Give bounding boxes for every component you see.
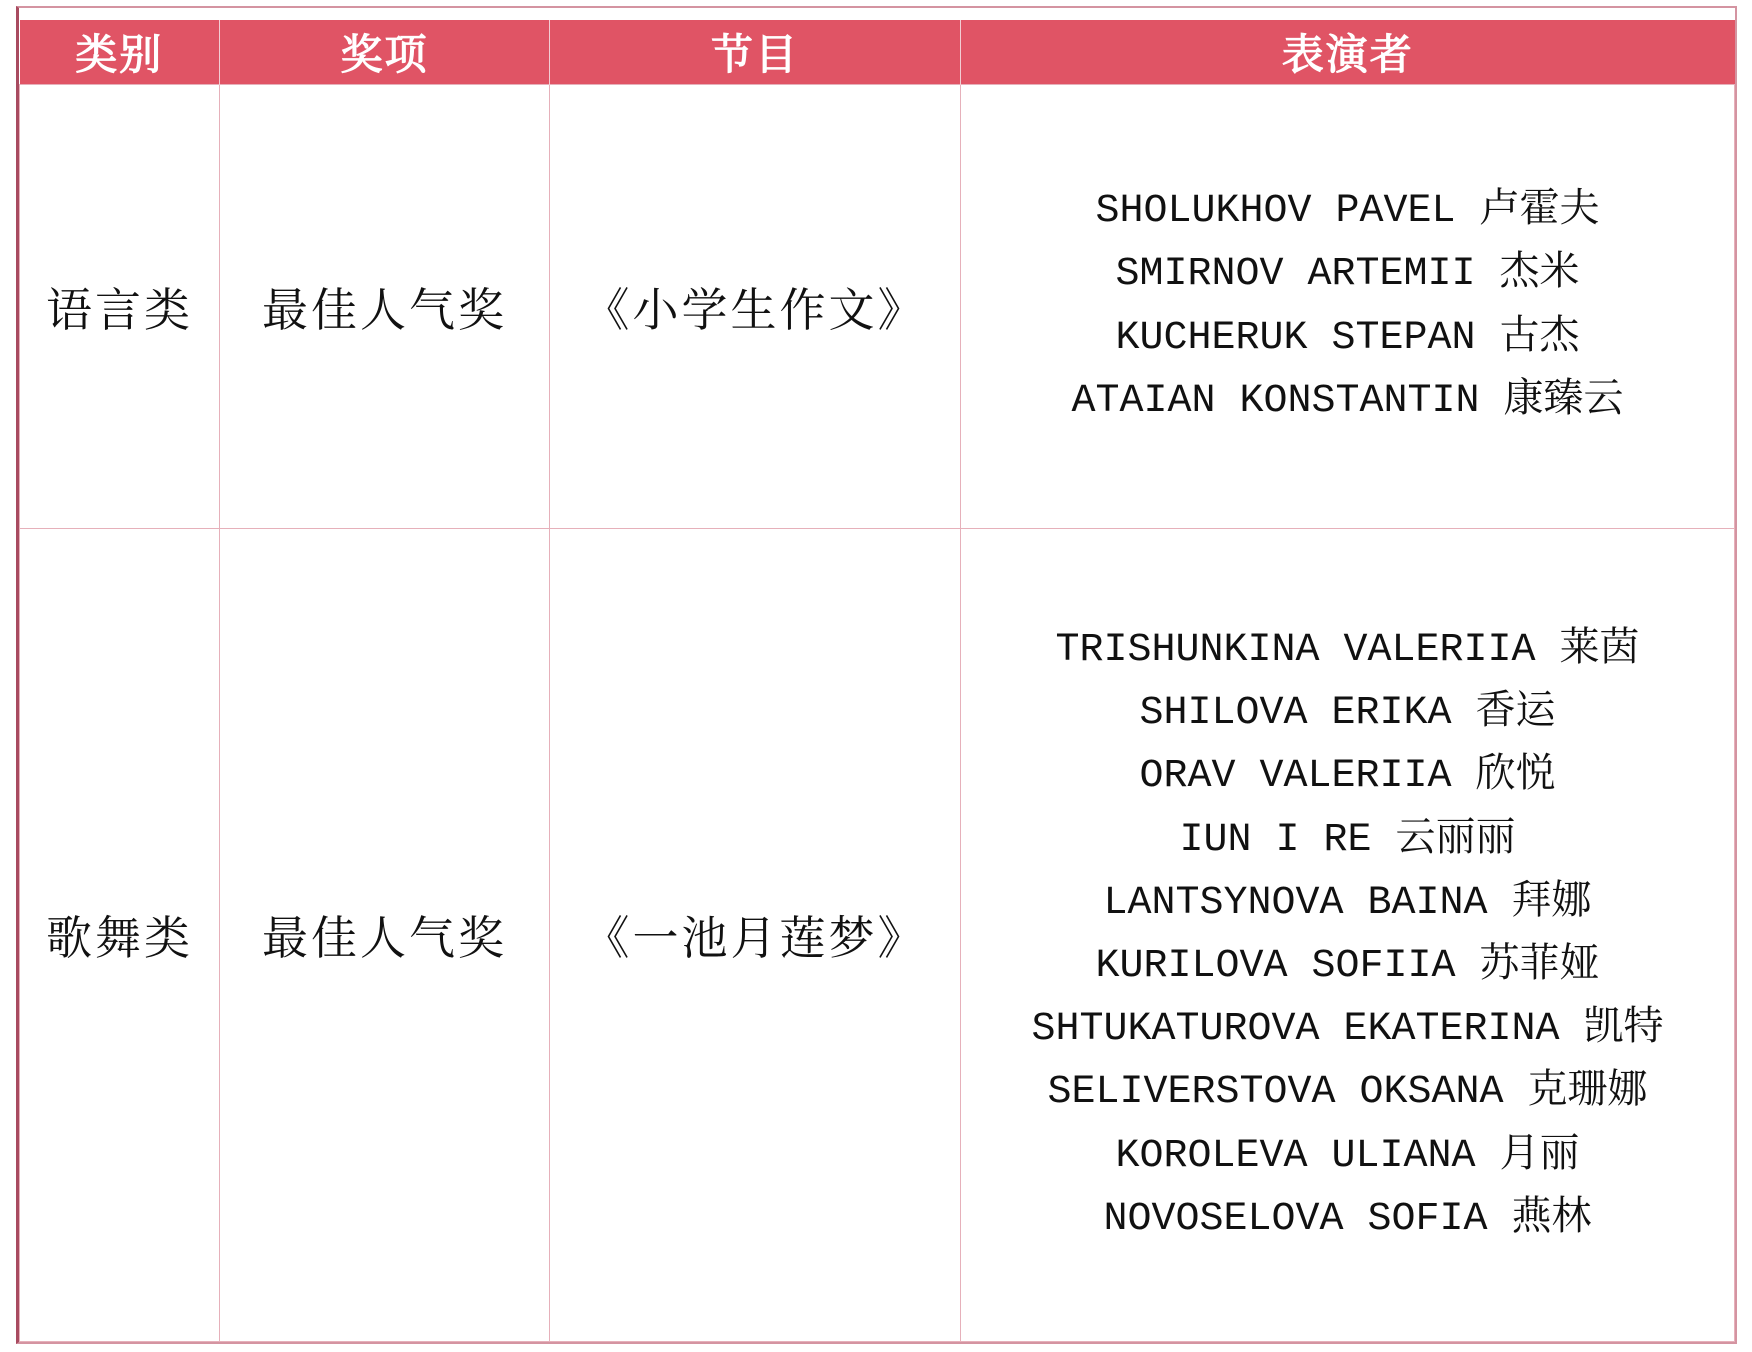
performer-line: SHILOVA ERIKA 香运 [1139, 691, 1556, 737]
performer-line: LANTSYNOVA BAINA 拜娜 [1103, 880, 1592, 926]
performers-list [971, 619, 1724, 1251]
cell-category-song-dance: 歌舞类 [20, 529, 220, 1342]
col-header-program: 节目 [550, 20, 961, 85]
table-row-language [20, 85, 1735, 529]
col-header-performers: 表演者 [961, 20, 1735, 85]
performer-line: IUN I RE 云丽丽 [1179, 817, 1516, 863]
performers-list [971, 180, 1724, 433]
cell-performers-language [961, 85, 1735, 529]
performer-line: SHOLUKHOV PAVEL 卢霍夫 [1095, 189, 1600, 235]
table-body [20, 85, 1735, 1342]
cell-program-song-dance: 《一池月莲梦》 [550, 529, 961, 1342]
performer-line: SELIVERSTOVA OKSANA 克珊娜 [1047, 1070, 1648, 1116]
performer-line: SMIRNOV ARTEMII 杰米 [1115, 252, 1580, 298]
top-spacer-row [20, 8, 1735, 20]
performer-line: ORAV VALERIIA 欣悦 [1139, 754, 1556, 800]
performer-line: KUCHERUK STEPAN 古杰 [1115, 315, 1580, 361]
performer-line: KOROLEVA ULIANA 月丽 [1115, 1133, 1580, 1179]
col-header-category: 类别 [20, 20, 220, 85]
table-header [20, 8, 1735, 85]
top-spacer-cell [20, 8, 1735, 20]
performer-line: ATAIAN KONSTANTIN 康臻云 [1071, 378, 1624, 424]
performer-line: NOVOSELOVA SOFIA 燕林 [1103, 1196, 1592, 1242]
cell-program-language: 《小学生作文》 [550, 85, 961, 529]
performer-line: TRISHUNKINA VALERIIA 莱茵 [1055, 628, 1640, 674]
header-row [20, 20, 1735, 85]
table-row-song-dance [20, 529, 1735, 1342]
cell-performers-song-dance [961, 529, 1735, 1342]
awards-table [19, 8, 1735, 1342]
awards-table-container [16, 6, 1737, 1344]
cell-category-language: 语言类 [20, 85, 220, 529]
col-header-award: 奖项 [220, 20, 550, 85]
performer-line: SHTUKATUROVA EKATERINA 凯特 [1031, 1007, 1664, 1053]
performer-line: KURILOVA SOFIIA 苏菲娅 [1095, 944, 1600, 989]
cell-award-song-dance: 最佳人气奖 [220, 529, 550, 1342]
cell-award-language: 最佳人气奖 [220, 85, 550, 529]
